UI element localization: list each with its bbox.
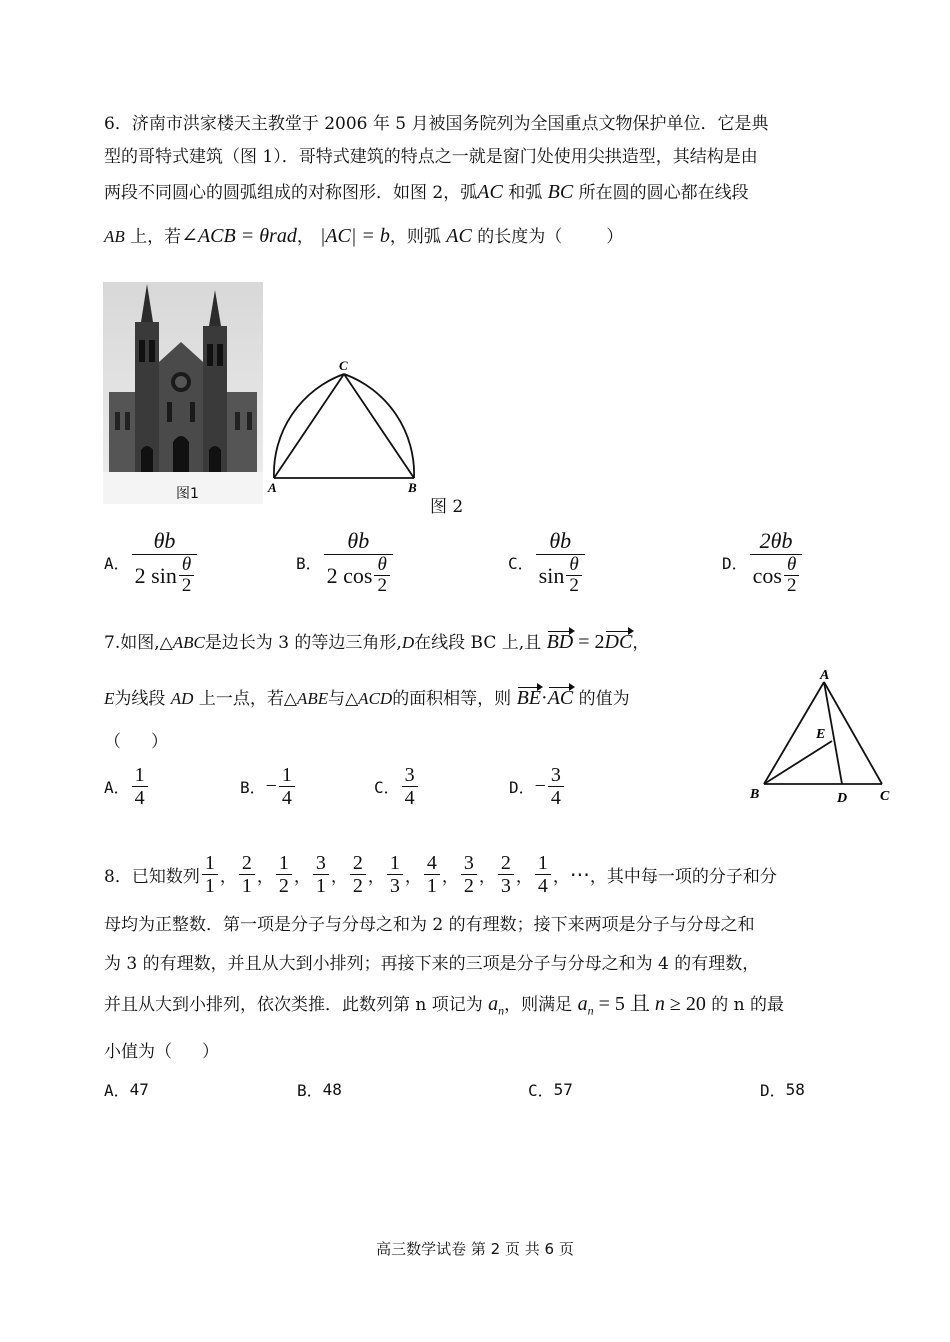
tri-point-a: A — [820, 668, 830, 683]
tri-point-e: E — [816, 727, 826, 742]
fraction-numerator: 1 — [134, 764, 145, 786]
term-num: 4 — [426, 852, 437, 874]
q8-sep: ， — [256, 867, 274, 887]
q6-angle-expr: ∠ACB = θrad — [181, 225, 297, 247]
q8-line-4 — [104, 992, 784, 1022]
q8-sep: ， — [515, 867, 533, 887]
term-num: 3 — [315, 852, 326, 874]
fig2-label: 图 2 — [430, 497, 464, 517]
q8-a-n: a — [488, 993, 499, 1015]
fig1-label: 图1 — [176, 486, 199, 502]
q7-point-d: D — [401, 633, 415, 652]
q8-sep: ， — [367, 867, 385, 887]
trig-coef: cos — [752, 562, 782, 588]
q7-vector-be: BE — [516, 687, 542, 709]
q8-sep: ， — [219, 867, 237, 887]
q6-option-d-fraction — [750, 528, 803, 596]
q8-term-5 — [350, 852, 366, 897]
q8-term-3 — [276, 852, 292, 897]
option-fraction — [279, 764, 295, 809]
cathedral-illustration — [103, 282, 263, 504]
q8-a-n-2: a — [577, 993, 588, 1015]
q7-vector-dc: DC — [604, 631, 633, 653]
q7-vector-bd: BD — [546, 631, 574, 653]
option-letter: B． — [297, 1081, 323, 1100]
term-den: 3 — [387, 874, 403, 897]
term-den: 1 — [313, 874, 329, 897]
option-letter: C． — [508, 553, 534, 573]
option-letter: C． — [528, 1081, 554, 1100]
fraction-denominator — [132, 554, 198, 596]
q6-option-c[interactable] — [508, 528, 587, 596]
option-letter: B． — [296, 553, 322, 573]
arch-point-b: B — [408, 480, 417, 495]
q8-cond-2: ≥ 20 — [664, 993, 706, 1015]
fraction-denominator — [324, 554, 393, 596]
q7-segment-ad: AD — [170, 689, 194, 708]
q8-sep: ， — [330, 867, 348, 887]
side-ab — [764, 682, 824, 784]
option-letter: D． — [509, 778, 535, 797]
fraction-denominator — [750, 554, 803, 596]
term-num: 2 — [352, 852, 363, 874]
option-value: 48 — [322, 1080, 342, 1099]
fraction-denominator: 4 — [548, 786, 564, 809]
option-letter: D． — [760, 1081, 786, 1100]
q6-line-1: 6．济南市洪家楼天主教堂于 2006 年 5 月被国务院列为全国重点文物保护单位．它是典 — [104, 114, 769, 134]
option-sign: − — [265, 775, 277, 797]
q8-sep: ， — [441, 867, 459, 887]
fraction-numerator: 2θb — [759, 528, 793, 553]
q8-text-a: 8．已知数列 — [104, 867, 200, 887]
trig-coef: 2 cos — [326, 562, 373, 588]
q8-term-4 — [313, 852, 329, 897]
q8-text-e: 的 n 的最 — [705, 995, 785, 1015]
half-angle — [374, 555, 390, 596]
q6-line4-comma: ， — [296, 227, 314, 247]
fraction-numerator: θb — [153, 528, 176, 553]
q8-option-b[interactable] — [297, 1078, 342, 1101]
term-num: 3 — [463, 852, 474, 874]
term-den: 1 — [202, 874, 218, 897]
q7-line-2 — [104, 686, 630, 711]
option-letter: C． — [374, 778, 400, 797]
q8-text-d: ，则满足 — [504, 995, 578, 1015]
triangle-diagram — [744, 666, 904, 816]
q6-arc-bc: BC — [547, 181, 574, 203]
option-value: 47 — [129, 1080, 149, 1099]
term-den: 2 — [276, 874, 292, 897]
trig-coef: 2 sin — [134, 562, 177, 588]
q8-term-1 — [202, 852, 218, 897]
fraction-denominator: 4 — [402, 786, 418, 809]
q6-line-2: 型的哥特式建筑（图 1）．哥特式建筑的特点之一就是窗门处使用尖拱造型，其结构是由 — [104, 147, 758, 167]
q8-option-a[interactable] — [104, 1078, 149, 1101]
q8-sub-n-2: n — [587, 1003, 594, 1018]
q8-line-3: 为 3 的有理数，并且从大到小排列；再接下来的三项是分子与分母之和为 4 的有理数， — [104, 954, 760, 974]
q7-option-c[interactable] — [374, 764, 420, 809]
q7-dot: · — [541, 687, 548, 709]
q8-text-g: ） — [202, 1042, 219, 1062]
q6-arc-ac: AC — [477, 181, 503, 203]
q7-option-d[interactable] — [509, 764, 566, 809]
q6-line3-text-a: 两段不同圆心的圆弧组成的对称图形．如图 2，弧 — [104, 183, 478, 203]
q8-sep: ， — [552, 867, 570, 887]
half-den: 2 — [784, 575, 800, 596]
q6-option-a-fraction — [132, 528, 198, 596]
q7-option-b[interactable] — [240, 764, 297, 809]
term-num: 1 — [278, 852, 289, 874]
term-den: 4 — [535, 874, 551, 897]
q6-abs-ac-expr: |AC| = b — [319, 225, 390, 247]
term-num: 2 — [500, 852, 511, 874]
q8-cond-1: = 5 且 — [593, 993, 655, 1015]
tri-point-c: C — [880, 789, 890, 804]
q8-ellipsis: ⋯ — [569, 864, 590, 886]
q6-line3-text-b: 所在圆的圆心都在线段 — [573, 183, 749, 203]
cathedral-photo — [103, 282, 263, 504]
fraction-numerator: 3 — [550, 764, 561, 786]
q6-option-c-fraction — [536, 528, 585, 596]
q8-option-c[interactable] — [528, 1078, 573, 1101]
q8-term-7 — [424, 852, 440, 897]
q6-line4-text-d: ） — [606, 227, 624, 247]
tri-point-b: B — [750, 787, 760, 802]
q7-text-a: 7.如图, — [104, 633, 160, 653]
paren-close: ） — [151, 732, 168, 752]
q7-option-a[interactable] — [104, 764, 150, 809]
q7-text-c: 在线段 BC 上,且 — [414, 633, 547, 653]
q7-text-d: ， — [632, 633, 650, 653]
q7-triangle-abe: △ABE — [283, 689, 329, 708]
page-footer: 高三数学试卷 第 2 页 共 6 页 — [376, 1240, 574, 1258]
q7-triangle-acd: △ACD — [345, 689, 393, 708]
q7-triangle-abc: △ABC — [159, 633, 205, 652]
term-den: 1 — [424, 874, 440, 897]
half-angle — [179, 555, 195, 596]
arch-point-c: C — [339, 358, 348, 373]
q6-segment-ab: AB — [104, 227, 125, 246]
q6-line-3 — [104, 180, 749, 205]
option-letter: A． — [104, 1081, 130, 1100]
q7-text-e: 为线段 — [114, 689, 171, 709]
q8-sub-n: n — [498, 1003, 505, 1018]
arch-diagram — [262, 356, 432, 496]
q7-point-e: E — [104, 689, 115, 708]
half-num: θ — [569, 554, 579, 575]
q8-term-10 — [535, 852, 551, 897]
option-value: 58 — [785, 1080, 805, 1099]
q7-line-1 — [104, 630, 649, 655]
q8-line-5 — [104, 1040, 219, 1064]
term-num: 2 — [241, 852, 252, 874]
q8-text-f: 小值为（ — [104, 1042, 172, 1062]
q7-vector-ac: AC — [547, 687, 574, 709]
fraction-numerator: θb — [347, 528, 370, 553]
q8-term-6 — [387, 852, 403, 897]
term-den: 2 — [350, 874, 366, 897]
q6-line4-text-a: 上，若 — [124, 227, 182, 247]
q7-answer-paren — [104, 730, 168, 754]
q6-option-b[interactable] — [296, 528, 395, 596]
q6-line-4 — [104, 224, 623, 249]
half-num: θ — [377, 554, 387, 575]
q6-line4-text-b: ，则弧 — [389, 227, 447, 247]
fraction-denominator: 4 — [132, 786, 148, 809]
q6-line4-text-c: 的长度为（ — [471, 227, 563, 247]
q8-option-d[interactable] — [760, 1078, 805, 1101]
q8-sep: ， — [404, 867, 422, 887]
q8-term-9 — [498, 852, 514, 897]
q8-sep: ， — [293, 867, 311, 887]
option-fraction — [548, 764, 564, 809]
fraction-denominator: 4 — [279, 786, 295, 809]
term-den: 2 — [461, 874, 477, 897]
q6-arc-ac-2: AC — [446, 225, 472, 247]
paren-open: （ — [104, 732, 121, 752]
segment-be — [764, 741, 832, 784]
half-num: θ — [787, 554, 797, 575]
option-letter: B． — [240, 778, 266, 797]
q6-option-d[interactable] — [722, 528, 804, 596]
q8-term-2 — [239, 852, 255, 897]
q7-text-f: 上一点，若 — [193, 689, 284, 709]
half-den: 2 — [374, 575, 390, 596]
q8-term-8 — [461, 852, 477, 897]
half-den: 2 — [179, 575, 195, 596]
tri-point-d: D — [837, 791, 848, 806]
q8-sep: ， — [478, 867, 496, 887]
q8-line-2: 母均为正整数．第一项是分子与分母之和为 2 的有理数；接下来两项是分子与分母之和 — [104, 915, 755, 935]
fraction-denominator — [536, 554, 585, 596]
q8-n: n — [654, 993, 665, 1015]
q8-line-1 — [104, 852, 777, 897]
half-angle — [566, 555, 582, 596]
term-den: 1 — [239, 874, 255, 897]
half-num: θ — [181, 554, 192, 575]
option-letter: A． — [104, 553, 130, 573]
half-angle — [784, 555, 800, 596]
term-num: 1 — [537, 852, 548, 874]
fraction-numerator: θb — [549, 528, 572, 553]
option-fraction — [132, 764, 148, 809]
q8-text-b: ，其中每一项的分子和分 — [589, 867, 777, 887]
trig-coef: sin — [538, 562, 565, 588]
option-sign: − — [534, 775, 546, 797]
q6-option-a[interactable] — [104, 528, 199, 596]
option-value: 57 — [553, 1080, 573, 1099]
term-num: 1 — [389, 852, 400, 874]
option-letter: D． — [722, 553, 748, 573]
q7-eq: = 2 — [573, 631, 605, 653]
fraction-numerator: 3 — [404, 764, 415, 786]
q7-text-g: 与 — [328, 689, 346, 709]
half-den: 2 — [566, 575, 582, 596]
q7-text-i: 的值为 — [573, 689, 630, 709]
q7-text-h: 的面积相等，则 — [392, 689, 517, 709]
arch-point-a: A — [268, 480, 277, 495]
option-fraction — [402, 764, 418, 809]
term-num: 1 — [204, 852, 215, 874]
q6-line3-and: 和弧 — [502, 183, 548, 203]
option-letter: A． — [104, 778, 130, 797]
q8-text-c: 并且从大到小排列，依次类推．此数列第 n 项记为 — [104, 995, 489, 1015]
q6-option-b-fraction — [324, 528, 393, 596]
term-den: 3 — [498, 874, 514, 897]
fraction-numerator: 1 — [281, 764, 292, 786]
q7-text-b: 是边长为 3 的等边三角形, — [204, 633, 402, 653]
